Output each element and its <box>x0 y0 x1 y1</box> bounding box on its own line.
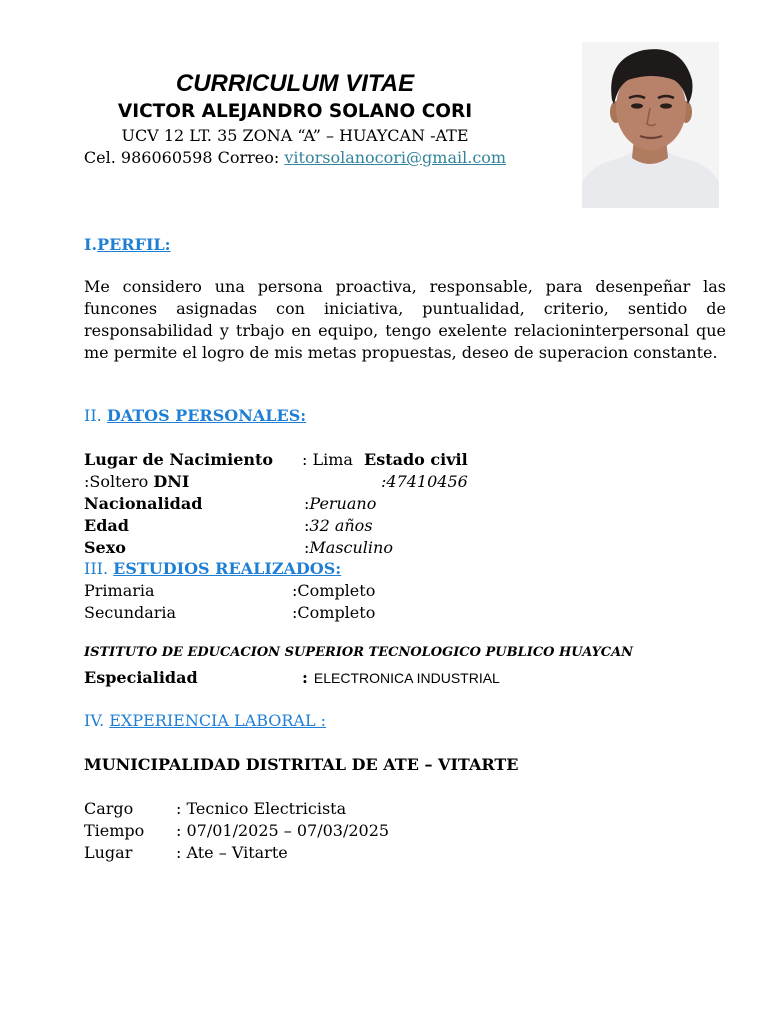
section-number: II. <box>84 406 107 425</box>
employer-name: MUNICIPALIDAD DISTRITAL DE ATE – VITARTE <box>84 755 519 774</box>
row-estado-dni <box>84 472 189 491</box>
label-lugar-nacimiento: Lugar de Nacimiento <box>84 450 274 469</box>
label-lugar: Lugar <box>84 843 133 862</box>
profile-photo <box>582 42 719 208</box>
label-cargo: Cargo <box>84 799 134 818</box>
address: UCV 12 LT. 35 ZONA “A” – HUAYCAN -ATE <box>121 126 469 145</box>
section-title: PERFIL: <box>97 235 171 254</box>
label-sexo: Sexo <box>84 538 126 557</box>
label-tiempo: Tiempo <box>84 821 145 840</box>
colon: : <box>304 516 310 535</box>
section-datos-heading <box>84 406 306 425</box>
label-edad: Edad <box>84 516 129 535</box>
section-title: ESTUDIOS REALIZADOS: <box>113 559 342 578</box>
value-especialidad: ELECTRONICA INDUSTRIAL <box>313 670 500 686</box>
colon: : <box>304 538 310 557</box>
cv-title: CURRICULUM VITAE <box>175 70 415 97</box>
section-estudios-heading <box>84 559 341 578</box>
person-photo-icon <box>582 42 719 208</box>
perfil-paragraph: Me considero una persona proactiva, responsable, para desenpeñar las funcones asignadas con iniciativa, puntualidad, criterio, sentido de responsabilidad y trbajo en equipo, tengo exelente relacioninterpersonal que me permite el logro de mis metas propuestas, deseo de superacion constante. <box>84 277 726 362</box>
value-edad: 32 años <box>309 516 373 535</box>
row-especialidad-value <box>302 668 500 687</box>
value-estado-civil: :Soltero <box>84 472 149 491</box>
label-dni: DNI <box>153 472 190 491</box>
phone-text: Cel. 986060598 Correo: <box>83 148 285 167</box>
contact-line <box>0 148 590 167</box>
email-link[interactable]: vitorsolanocori@gmail.com <box>284 148 507 167</box>
row-nacionalidad-value <box>304 494 376 513</box>
section-title: DATOS PERSONALES: <box>106 406 307 425</box>
colon: : <box>304 494 310 513</box>
value-lugar: : Ate – Vitarte <box>176 843 288 862</box>
institution-name: ISTITUTO DE EDUCACION SUPERIOR TECNOLOGICO PUBLICO HUAYCAN <box>84 645 634 660</box>
value-primaria: :Completo <box>292 581 376 600</box>
row-sexo-value <box>304 538 393 557</box>
section-perfil-heading <box>84 235 171 254</box>
label-nacionalidad: Nacionalidad <box>84 494 203 513</box>
section-number: I. <box>84 235 98 254</box>
label-especialidad: Especialidad <box>84 668 198 687</box>
value-tiempo: : 07/01/2025 – 07/03/2025 <box>176 821 390 840</box>
section-experiencia-heading <box>84 711 326 730</box>
section-title: EXPERIENCIA LABORAL : <box>109 711 327 730</box>
value-lugar-nacimiento: : Lima <box>302 450 353 469</box>
label-estado-civil: Estado civil <box>364 450 468 469</box>
value-cargo: : Tecnico Electricista <box>176 799 347 818</box>
row-lugar-nacimiento <box>84 450 273 469</box>
section-number: III. <box>84 559 114 578</box>
value-sexo: Masculino <box>309 538 393 557</box>
value-nacionalidad: Peruano <box>309 494 377 513</box>
section-number: IV. <box>84 711 110 730</box>
label-secundaria: Secundaria <box>84 603 177 622</box>
value-secundaria: :Completo <box>292 603 376 622</box>
colon: : <box>302 668 308 687</box>
row-edad-value <box>304 516 373 535</box>
label-primaria: Primaria <box>84 581 155 600</box>
value-dni: :47410456 <box>381 472 468 491</box>
candidate-name: VICTOR ALEJANDRO SOLANO CORI <box>117 101 473 122</box>
row-lugar-value <box>302 450 468 469</box>
